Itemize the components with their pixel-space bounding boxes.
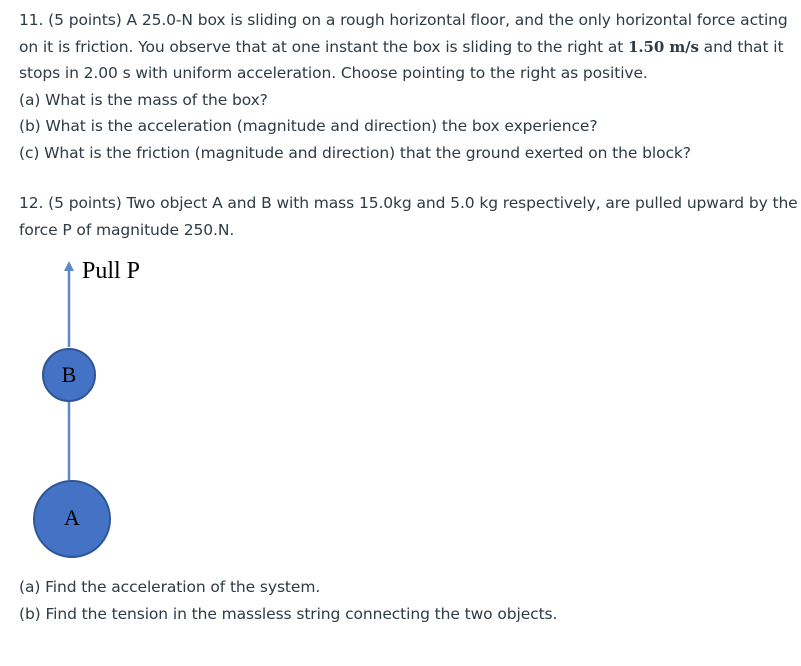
q11-part-c: (c) What is the friction (magnitude and direction) that the ground exerted on the block?: [19, 143, 691, 162]
q12-line-2: force P of magnitude 250.N.: [19, 220, 235, 239]
ball-a-label: A: [64, 505, 80, 530]
q11-part-b: (b) What is the acceleration (magnitude and direction) the box experience?: [19, 117, 598, 135]
q11-part-a: (a) What is the mass of the box?: [19, 90, 268, 109]
question-11: [19, 7, 794, 166]
q11-line-2: [19, 34, 794, 61]
q12-part-a: (a) Find the acceleration of the system.: [19, 578, 321, 596]
q11-line-1: 11. (5 points) A 25.0-N box is sliding on a rough horizontal floor, and the only horizontal force acting: [19, 11, 788, 29]
q11-line-3: stops in 2.00 s with uniform acceleration. Choose pointing to the right as positive.: [19, 64, 648, 82]
pulley-diagram: [0, 255, 200, 565]
q11-line-2-text-post: and that it: [698, 37, 784, 56]
pull-p-label: Pull P: [82, 258, 141, 284]
arrow-up-icon: [64, 261, 74, 271]
speed-value: 1.50 m/s: [628, 37, 699, 56]
q12-part-b: (b) Find the tension in the massless string connecting the two objects.: [19, 604, 558, 623]
question-12-parts: [19, 574, 779, 627]
question-12: [19, 190, 799, 243]
ball-b-label: B: [61, 362, 77, 387]
diagram-drawing: [0, 255, 200, 565]
q11-line-2-text-pre: on it is friction. You observe that at one instant the box is sliding to the right at: [19, 37, 629, 56]
q12-line-1: 12. (5 points) Two object A and B with mass 15.0kg and 5.0 kg respectively, are pulled upward by the: [19, 194, 798, 212]
